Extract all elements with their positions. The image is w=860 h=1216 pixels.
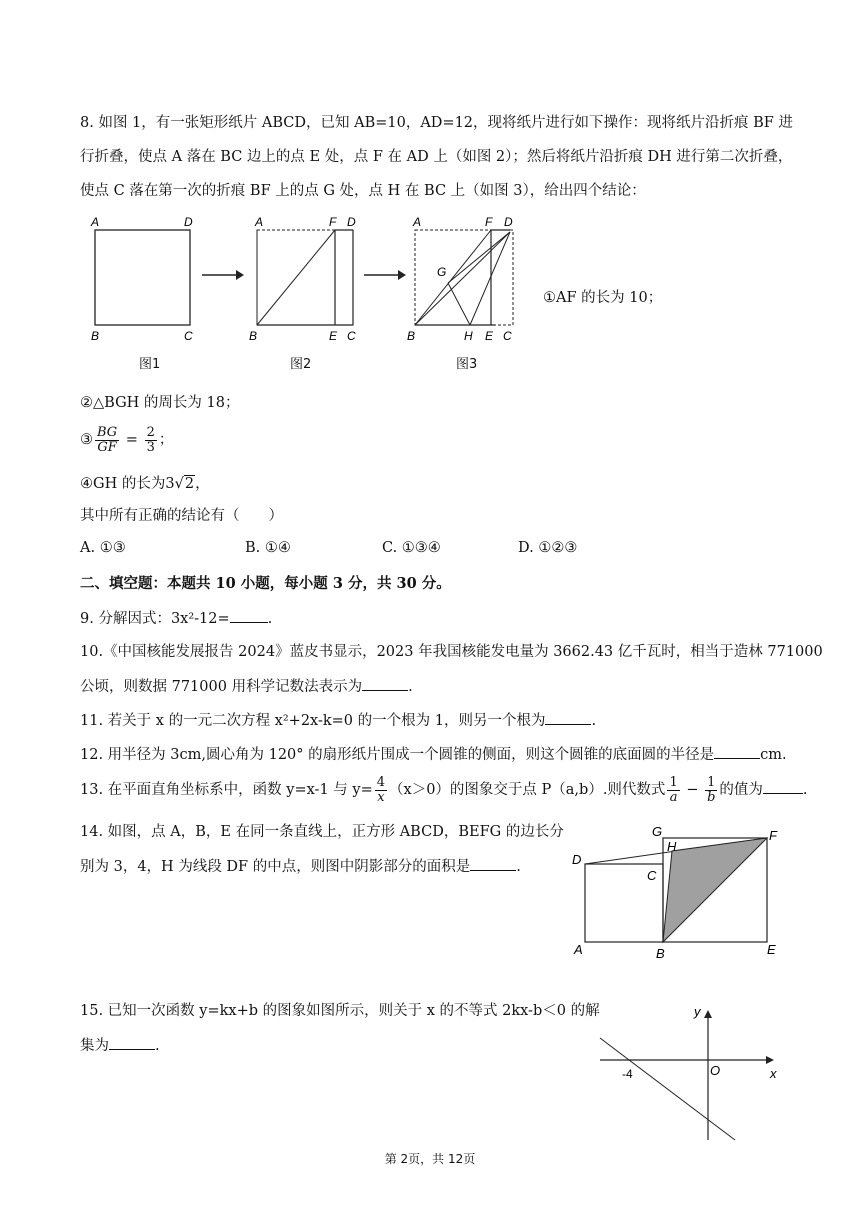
label-y: y [694, 1004, 701, 1019]
figure-1 [85, 210, 210, 345]
q8-conclusion-2: ②△BGH 的周长为 18； [80, 395, 240, 411]
q15-line2: 集为 . [80, 1035, 160, 1056]
q14-label-e: E [767, 942, 776, 957]
q11: 11. 若关于 x 的一元二次方程 x²+2x-k=0 的一个根为 1，则另一个根为 . [80, 710, 596, 731]
fig3-label-f: F [485, 215, 493, 229]
q14-label-f: F [769, 828, 777, 843]
q14-label-c: C [647, 868, 657, 883]
q10-line1: 10.《中国核能发展报告 2024》蓝皮书显示，2023 年我国核能发电量为 3662.43 亿千瓦时，相当于造林 771000 [80, 644, 823, 660]
q14-line2: 别为 3，4，H 为线段 DF 的中点，则图中阴影部分的面积是 . [80, 856, 521, 877]
fig3-caption: 图3 [456, 357, 478, 372]
fig1-rectangle [95, 230, 190, 325]
fig1-caption: 图1 [139, 357, 161, 372]
q8-question: 其中所有正确的结论有（ ） [80, 508, 283, 524]
q8-line1: 8. 如图 1，有一张矩形纸片 ABCD，已知 AB=10，AD=12，现将纸片进行如下操作：现将纸片沿折痕 BF 进 [80, 115, 793, 131]
option-d: D. ①②③ [518, 540, 578, 556]
q8-line3: 使点 C 落在第一次的折痕 BF 上的点 G 处，点 H 在 BC 上（如图 3），给出四个结论： [80, 183, 646, 199]
fig3-label-c: C [503, 329, 512, 343]
fig1-label-c: C [184, 329, 193, 343]
fig3-label-d: D [504, 215, 513, 229]
q9: 9. 分解因式：3x²-12= . [80, 608, 272, 629]
page-footer: 第 2页，共 12页 [384, 1152, 476, 1166]
q14-label-d: D [572, 852, 582, 867]
q14-label-b: B [656, 946, 665, 960]
fig3-label-e: E [485, 329, 494, 343]
q10-line2: 公顷，则数据 771000 用科学记数法表示为 . [80, 676, 413, 697]
fig2-label-a: A [255, 215, 264, 229]
fig3-line-gh [448, 283, 470, 325]
q13: 13. 在平面直角坐标系中，函数 y=x-1 与 y= $\frac{4}{x}$ （x＞0）的图象交于点 P（a,b）.则代数式 $\frac{1}{a}$ − $\frac{1}{b}$ 的值为 . [80, 774, 808, 805]
shaded-triangle [663, 838, 767, 942]
arrow-right-icon [200, 265, 245, 285]
fig2-label-e: E [329, 329, 338, 343]
fig2-label-c: C [347, 329, 356, 343]
option-a: A. ①③ [80, 540, 126, 556]
fig3-label-g: G [437, 265, 447, 279]
fig3-label-b: B [407, 329, 416, 343]
label-x: x [770, 1066, 777, 1081]
fig3-label-a: A [413, 215, 422, 229]
fig2-fold-bf [257, 230, 335, 325]
q8-conclusion-1: ①AF 的长为 10； [543, 290, 663, 306]
q15-graph [590, 1000, 790, 1145]
figure-3 [403, 210, 528, 345]
fig2-original-rect [257, 230, 353, 325]
label-minus-4: -4 [622, 1067, 633, 1081]
x-axis-arrow-icon [766, 1056, 774, 1064]
fig2-label-b: B [249, 329, 258, 343]
label-origin: O [710, 1063, 721, 1078]
fig1-label-b: B [91, 329, 100, 343]
fig2-label-d: D [347, 215, 356, 229]
q8-conclusion-3: ③ $\frac{BG}{GF}$ = $\frac{2}{3}$ ； [80, 424, 174, 455]
fig1-label-d: D [184, 215, 193, 229]
fig3-fold-bf [415, 230, 491, 325]
fig3-fold-dh [470, 232, 510, 325]
section-heading: 二、填空题：本题共 10 小题，每小题 3 分，共 30 分。 [80, 575, 451, 592]
fig2-label-f: F [329, 215, 337, 229]
line-y-kx-b [600, 1038, 735, 1140]
q14-line1: 14. 如图，点 A，B，E 在同一条直线上，正方形 ABCD，BEFG 的边长分 [80, 824, 564, 840]
option-c: C. ①③④ [382, 540, 441, 556]
fig3-label-h: H [464, 329, 473, 343]
q8-conclusion-4: ④GH 的长为3√2， [80, 476, 210, 492]
figure-2 [245, 210, 370, 345]
option-b: B. ①④ [245, 540, 291, 556]
fig1-label-a: A [91, 215, 100, 229]
q8-line2: 行折叠，使点 A 落在 BC 边上的点 E 处，点 F 在 AD 上（如图 2）；然后将纸片沿折痕 DH 进行第二次折叠， [80, 149, 793, 165]
fig3-line-gd [448, 232, 510, 283]
fig2-caption: 图2 [290, 357, 312, 372]
q12: 12. 用半径为 3cm,圆心角为 120° 的扇形纸片围成一个圆锥的侧面，则这个圆锥的底面圆的半径是 cm. [80, 744, 787, 765]
arrow-right-icon [362, 265, 407, 285]
q14-label-h: H [667, 839, 677, 854]
q14-figure [570, 820, 785, 960]
q15-line1: 15. 已知一次函数 y=kx+b 的图象如图所示，则关于 x 的不等式 2kx-b＜0 的解 [80, 1003, 600, 1019]
q14-label-a: A [574, 942, 583, 957]
y-axis-arrow-icon [704, 1010, 712, 1018]
q14-label-g: G [652, 824, 663, 839]
